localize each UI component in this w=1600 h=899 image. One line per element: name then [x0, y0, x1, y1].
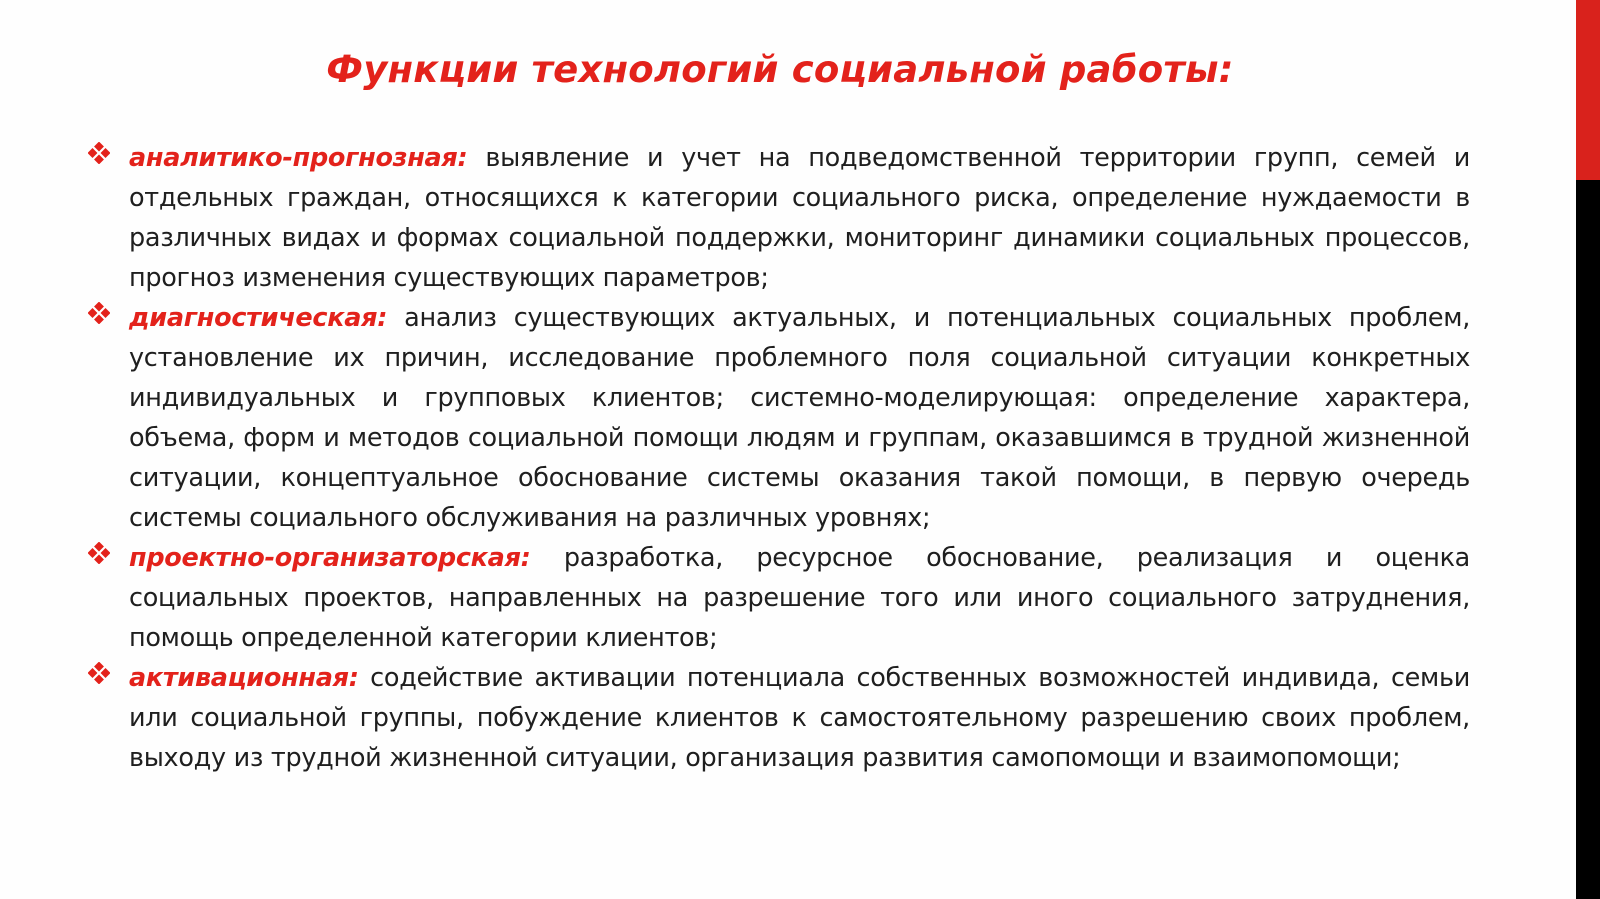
- diamond-four-dots-icon: [88, 142, 110, 164]
- list-item-text: [129, 658, 1470, 778]
- list-item-term: аналитико-прогнозная:: [129, 143, 468, 173]
- functions-list: [85, 138, 1470, 778]
- list-item: [85, 538, 1470, 658]
- list-item-description: анализ существующих актуальных, и потенциальных социальных проблем, установление их причин, исследование проблемного поля социальной ситуации конкретных индивидуальных и групповых клиентов; системно-моделирующая: определение характера, объема, форм и методов социальной помощи людям и группам, оказавшимся в трудной жизненной ситуации, концептуальное обоснование системы оказания такой помощи, в первую очередь системы социального обслуживания на различных уровнях;: [129, 303, 1470, 533]
- list-item-text: [129, 538, 1470, 658]
- list-item-text: [129, 138, 1470, 298]
- list-item-description: выявление и учет на подведомственной территории групп, семей и отдельных граждан, относящихся к категории социального риска, определение нуждаемости в различных видах и формах социальной поддержки, мониторинг динамики социальных процессов, прогноз изменения существующих параметров;: [129, 143, 1470, 293]
- list-item-term: диагностическая:: [129, 303, 388, 333]
- list-item-term: проектно-организаторская:: [129, 543, 531, 573]
- list-item: [85, 298, 1470, 538]
- side-decoration-accent: [1576, 0, 1600, 180]
- list-item: [85, 658, 1470, 778]
- side-decoration-bar: [1576, 0, 1600, 899]
- list-item-term: активационная:: [129, 663, 359, 693]
- list-item: [85, 138, 1470, 298]
- list-item-description: разработка, ресурсное обоснование, реализация и оценка социальных проектов, направленных на разрешение того или иного социального затруднения, помощь определенной категории клиентов;: [129, 543, 1470, 653]
- diamond-four-dots-icon: [88, 662, 110, 684]
- slide-title: Функции технологий социальной работы:: [326, 48, 1234, 91]
- list-item-text: [129, 298, 1470, 538]
- diamond-four-dots-icon: [88, 302, 110, 324]
- list-item-description: содействие активации потенциала собственных возможностей индивида, семьи или социальной группы, побуждение клиентов к самостоятельному разрешению своих проблем, выходу из трудной жизненной ситуации, организация развития самопомощи и взаимопомощи;: [129, 663, 1470, 773]
- diamond-four-dots-icon: [88, 542, 110, 564]
